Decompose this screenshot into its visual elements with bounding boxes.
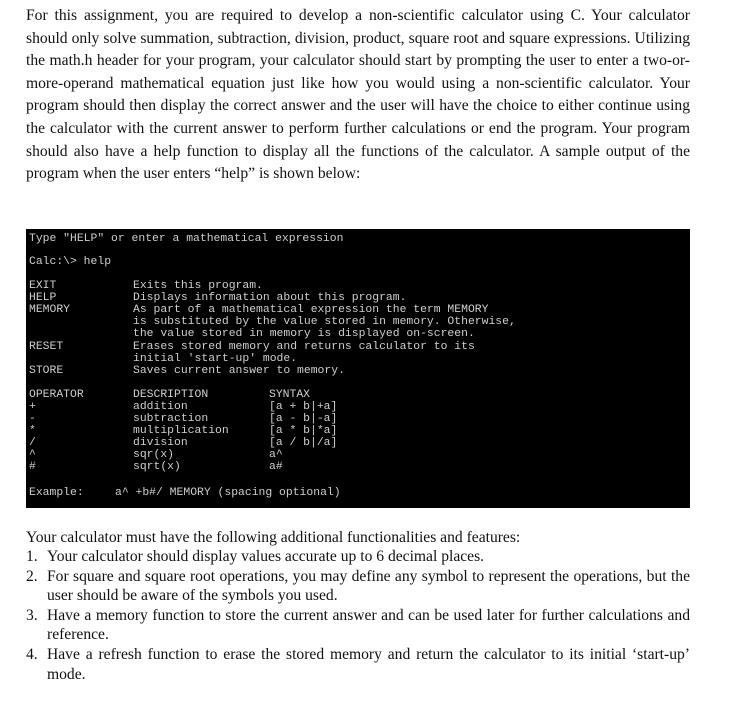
- requirement-number: 3.: [26, 606, 38, 624]
- operator-syntax-divide: [a / b|/a]: [269, 437, 338, 449]
- requirement-number: 1.: [26, 548, 38, 565]
- requirement-number: 4.: [26, 645, 38, 663]
- command-name-memory: MEMORY: [29, 304, 71, 316]
- operator-symbol-divide: /: [29, 437, 36, 449]
- operator-desc-subtract: subtraction: [133, 413, 209, 425]
- command-desc-reset-2: initial 'start-up' mode.: [133, 353, 298, 365]
- operator-desc-square: sqr(x): [133, 449, 175, 461]
- operator-syntax-subtract: [a - b|-a]: [269, 413, 338, 425]
- requirement-item: [26, 645, 690, 684]
- operator-syntax-multiply: [a * b|*a]: [269, 425, 338, 437]
- requirement-item: [26, 606, 690, 645]
- operator-symbol-square: ^: [29, 449, 36, 461]
- requirements-list: [26, 547, 690, 684]
- operator-desc-divide: division: [133, 437, 188, 449]
- command-name-store: STORE: [29, 365, 64, 377]
- operator-syntax-square: a^: [269, 449, 283, 461]
- example-label: Example:: [29, 487, 84, 499]
- operator-symbol-subtract: -: [29, 413, 36, 425]
- command-desc-store: Saves current answer to memory.: [133, 365, 345, 377]
- command-desc-memory-3: the value stored in memory is displayed on-screen.: [133, 328, 475, 340]
- command-desc-exit: Exits this program.: [133, 280, 263, 292]
- requirement-item: [26, 547, 690, 567]
- syntax-column-header: SYNTAX: [269, 389, 311, 401]
- requirement-text: Have a refresh function to erase the stored memory and return the calculator to its initial ‘start-up’ mode.: [47, 645, 690, 683]
- operator-syntax-sqrt: a#: [269, 461, 283, 473]
- command-name-reset: RESET: [29, 341, 64, 353]
- command-desc-help: Displays information about this program.: [133, 292, 407, 304]
- requirement-text: Have a memory function to store the current answer and can be used later for further calculations and reference.: [47, 606, 690, 644]
- requirements-intro: Your calculator must have the following additional functionalities and features:: [26, 529, 521, 546]
- operator-symbol-add: +: [29, 401, 36, 413]
- requirement-text: For square and square root operations, you may define any symbol to represent the operations, but the user should be aware of the symbols you used.: [47, 567, 690, 605]
- console-input-line: Calc:\> help: [29, 256, 112, 268]
- operator-symbol-sqrt: #: [29, 461, 36, 473]
- command-desc-memory-1: As part of a mathematical expression the term MEMORY: [133, 304, 489, 316]
- operator-desc-sqrt: sqrt(x): [133, 461, 181, 473]
- command-desc-reset-1: Erases stored memory and returns calculator to its: [133, 341, 475, 353]
- operator-symbol-multiply: *: [29, 425, 36, 437]
- operator-column-header: OPERATOR: [29, 389, 84, 401]
- requirement-text: Your calculator should display values accurate up to 6 decimal places.: [47, 548, 485, 565]
- description-column-header: DESCRIPTION: [133, 389, 209, 401]
- operator-desc-add: addition: [133, 401, 188, 413]
- command-name-exit: EXIT: [29, 280, 57, 292]
- operator-desc-multiply: multiplication: [133, 425, 229, 437]
- operator-syntax-add: [a + b|+a]: [269, 401, 338, 413]
- requirement-item: [26, 567, 690, 606]
- console-prompt-line: Type "HELP" or enter a mathematical expression: [29, 233, 344, 245]
- command-name-help: HELP: [29, 292, 57, 304]
- assignment-intro-paragraph: For this assignment, you are required to develop a non-scientific calculator using C. Your calculator should only solve summation, subtraction, division, product, square root and square expressions. Utilizing the math.h header for your program, your calculator should start by prompting the user to enter a two-or-more-operand mathematical equation just like how you would using a non-scientific calculator. Your program should then display the correct answer and the user will have the choice to either continue using the calculator with the current answer to perform further calculations or end the program. Your program should also have a help function to display all the functions of the calculator. A sample output of the program when the user enters “help” is shown below:: [26, 7, 690, 183]
- command-desc-memory-2: is substituted by the value stored in memory. Otherwise,: [133, 316, 516, 328]
- console-screenshot: [26, 229, 690, 508]
- example-value: a^ +b#/ MEMORY (spacing optional): [115, 487, 341, 499]
- requirement-number: 2.: [26, 567, 38, 585]
